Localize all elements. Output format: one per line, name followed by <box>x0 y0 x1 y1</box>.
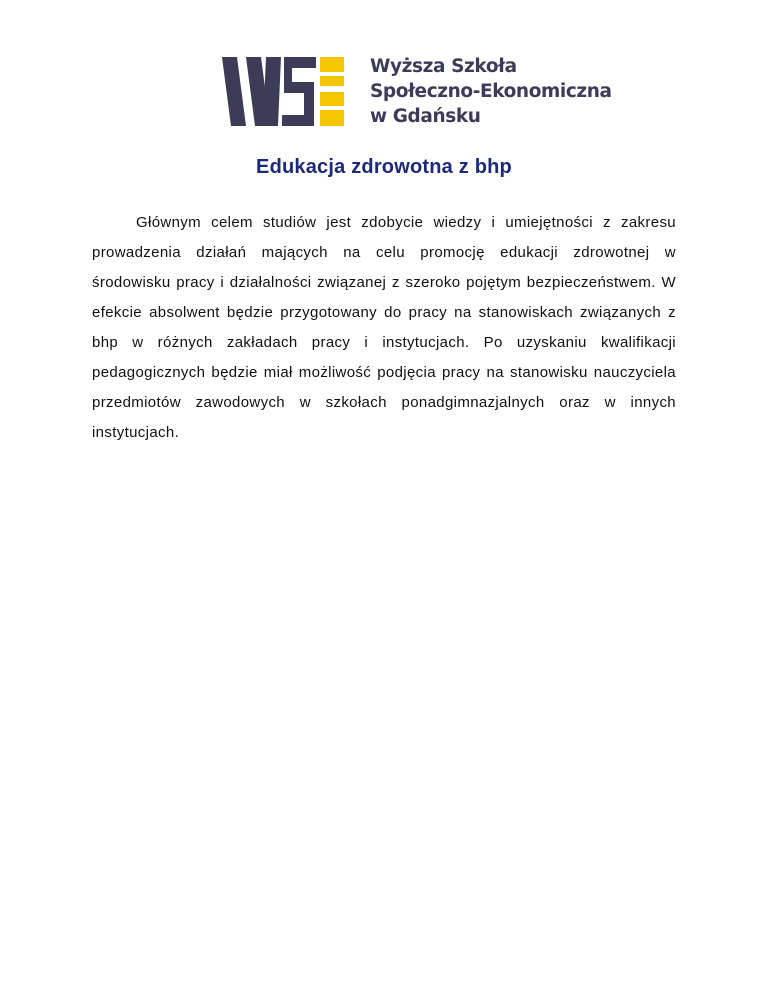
school-name-line-2: Społeczno-Ekonomiczna <box>370 81 612 102</box>
school-name-line-3: w Gdańsku <box>370 106 481 127</box>
school-name-line-1: Wyższa Szkoła <box>370 56 517 77</box>
header <box>222 52 612 136</box>
school-name <box>370 54 612 129</box>
body-paragraph: Głównym celem studiów jest zdobycie wiedzy i umiejętności z zakresu prowadzenia działań mających na celu promocję edukacji zdrowotnej w środowisku pracy i działalności związanej z szeroko pojętym bezpieczeństwem. W efekcie absolwent będzie przygotowany do pracy na stanowiskach związanych z bhp w różnych zakładach pracy i instytucjach. Po uzyskaniu kwalifikacji pedagogicznych będzie miał możliwość podjęcia pracy na stanowisku nauczyciela przedmiotów zawodowych w szkołach ponadgimnazjalnych oraz w innych instytucjach. <box>92 214 676 441</box>
wsse-logo-icon <box>222 52 348 132</box>
page-title: Edukacja zdrowotna z bhp <box>256 156 512 178</box>
